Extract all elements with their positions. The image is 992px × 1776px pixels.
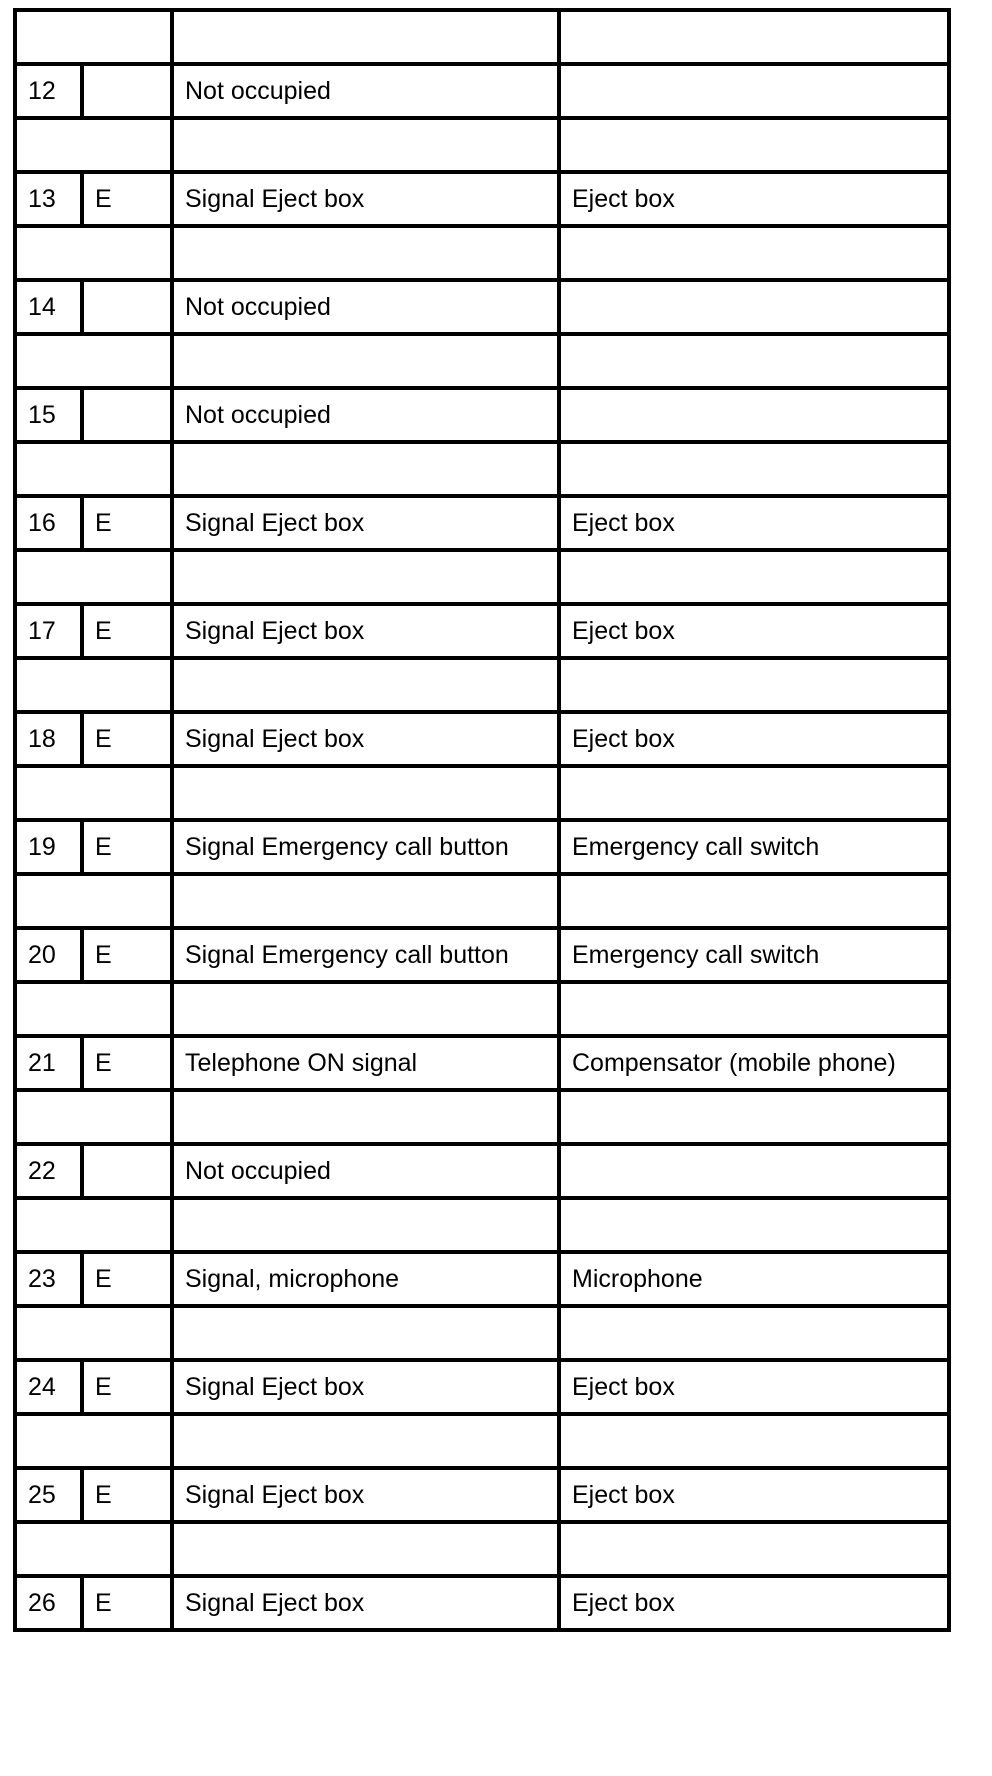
empty-cell bbox=[15, 874, 172, 928]
signal-description-cell: Signal Emergency call button bbox=[172, 820, 559, 874]
pin-number-cell: 16 bbox=[15, 496, 82, 550]
signal-description-cell: Signal Eject box bbox=[172, 496, 559, 550]
component-cell: Microphone bbox=[559, 1252, 949, 1306]
empty-cell bbox=[559, 118, 949, 172]
component-cell: Eject box bbox=[559, 712, 949, 766]
empty-cell bbox=[559, 442, 949, 496]
pin-number-cell: 13 bbox=[15, 172, 82, 226]
pin-type-cell: E bbox=[82, 1036, 172, 1090]
empty-cell bbox=[172, 982, 559, 1036]
empty-cell bbox=[172, 1414, 559, 1468]
table-row bbox=[15, 1576, 949, 1630]
pin-type-cell: E bbox=[82, 1468, 172, 1522]
pin-type-cell bbox=[82, 388, 172, 442]
empty-cell bbox=[15, 550, 172, 604]
component-cell: Eject box bbox=[559, 1468, 949, 1522]
empty-cell bbox=[172, 1306, 559, 1360]
signal-description-cell: Signal Eject box bbox=[172, 172, 559, 226]
component-cell: Emergency call switch bbox=[559, 820, 949, 874]
component-cell bbox=[559, 388, 949, 442]
spacer-row bbox=[15, 334, 949, 388]
pin-type-cell: E bbox=[82, 172, 172, 226]
empty-cell bbox=[172, 1522, 559, 1576]
empty-cell bbox=[172, 1090, 559, 1144]
pin-number-cell: 25 bbox=[15, 1468, 82, 1522]
empty-cell bbox=[15, 118, 172, 172]
empty-cell bbox=[559, 658, 949, 712]
component-cell: Eject box bbox=[559, 496, 949, 550]
pin-type-cell bbox=[82, 280, 172, 334]
pin-type-cell: E bbox=[82, 1360, 172, 1414]
signal-description-cell: Not occupied bbox=[172, 64, 559, 118]
empty-cell bbox=[15, 10, 172, 64]
spacer-row bbox=[15, 1414, 949, 1468]
empty-cell bbox=[172, 550, 559, 604]
pin-type-cell: E bbox=[82, 604, 172, 658]
spacer-row bbox=[15, 658, 949, 712]
empty-cell bbox=[15, 766, 172, 820]
pin-number-cell: 26 bbox=[15, 1576, 82, 1630]
empty-cell bbox=[15, 1198, 172, 1252]
pin-number-cell: 14 bbox=[15, 280, 82, 334]
empty-cell bbox=[172, 10, 559, 64]
table-row bbox=[15, 928, 949, 982]
empty-cell bbox=[559, 1198, 949, 1252]
signal-description-cell: Not occupied bbox=[172, 1144, 559, 1198]
table-row bbox=[15, 64, 949, 118]
signal-description-cell: Signal Emergency call button bbox=[172, 928, 559, 982]
empty-cell bbox=[559, 766, 949, 820]
empty-cell bbox=[172, 334, 559, 388]
pin-type-cell: E bbox=[82, 1576, 172, 1630]
table-row bbox=[15, 820, 949, 874]
empty-cell bbox=[172, 658, 559, 712]
empty-cell bbox=[559, 1522, 949, 1576]
spacer-row bbox=[15, 1306, 949, 1360]
pin-type-cell: E bbox=[82, 496, 172, 550]
empty-cell bbox=[172, 442, 559, 496]
empty-cell bbox=[172, 766, 559, 820]
empty-cell bbox=[15, 226, 172, 280]
component-cell: Eject box bbox=[559, 1360, 949, 1414]
table-row bbox=[15, 1036, 949, 1090]
table-row bbox=[15, 280, 949, 334]
empty-cell bbox=[559, 226, 949, 280]
empty-cell bbox=[15, 982, 172, 1036]
pin-type-cell: E bbox=[82, 1252, 172, 1306]
spacer-row bbox=[15, 766, 949, 820]
pin-table-body bbox=[15, 10, 949, 1630]
empty-cell bbox=[15, 1522, 172, 1576]
table-row bbox=[15, 1144, 949, 1198]
table-row bbox=[15, 388, 949, 442]
empty-cell bbox=[15, 1414, 172, 1468]
empty-cell bbox=[15, 1090, 172, 1144]
spacer-row bbox=[15, 226, 949, 280]
component-cell bbox=[559, 1144, 949, 1198]
empty-cell bbox=[559, 982, 949, 1036]
pin-type-cell: E bbox=[82, 712, 172, 766]
pin-number-cell: 20 bbox=[15, 928, 82, 982]
spacer-row bbox=[15, 550, 949, 604]
component-cell: Eject box bbox=[559, 172, 949, 226]
empty-cell bbox=[559, 1414, 949, 1468]
table-row bbox=[15, 496, 949, 550]
empty-cell bbox=[559, 1090, 949, 1144]
spacer-row bbox=[15, 442, 949, 496]
pin-type-cell: E bbox=[82, 820, 172, 874]
spacer-row bbox=[15, 982, 949, 1036]
pin-number-cell: 22 bbox=[15, 1144, 82, 1198]
spacer-row bbox=[15, 1522, 949, 1576]
pin-number-cell: 15 bbox=[15, 388, 82, 442]
empty-cell bbox=[559, 334, 949, 388]
pin-type-cell bbox=[82, 1144, 172, 1198]
spacer-row bbox=[15, 874, 949, 928]
table-row bbox=[15, 1252, 949, 1306]
component-cell: Eject box bbox=[559, 1576, 949, 1630]
spacer-row bbox=[15, 1198, 949, 1252]
component-cell: Emergency call switch bbox=[559, 928, 949, 982]
pin-number-cell: 23 bbox=[15, 1252, 82, 1306]
empty-cell bbox=[172, 118, 559, 172]
signal-description-cell: Signal Eject box bbox=[172, 604, 559, 658]
pin-number-cell: 24 bbox=[15, 1360, 82, 1414]
signal-description-cell: Not occupied bbox=[172, 388, 559, 442]
spacer-row bbox=[15, 118, 949, 172]
empty-cell bbox=[559, 874, 949, 928]
empty-cell bbox=[15, 442, 172, 496]
empty-cell bbox=[172, 226, 559, 280]
empty-cell bbox=[15, 334, 172, 388]
signal-description-cell: Signal Eject box bbox=[172, 1468, 559, 1522]
empty-cell bbox=[559, 550, 949, 604]
pin-type-cell bbox=[82, 64, 172, 118]
pin-number-cell: 19 bbox=[15, 820, 82, 874]
component-cell bbox=[559, 280, 949, 334]
empty-cell bbox=[15, 1306, 172, 1360]
table-row bbox=[15, 712, 949, 766]
component-cell: Compensator (mobile phone) bbox=[559, 1036, 949, 1090]
pin-number-cell: 21 bbox=[15, 1036, 82, 1090]
spacer-row bbox=[15, 10, 949, 64]
component-cell: Eject box bbox=[559, 604, 949, 658]
signal-description-cell: Signal, microphone bbox=[172, 1252, 559, 1306]
signal-description-cell: Telephone ON signal bbox=[172, 1036, 559, 1090]
signal-description-cell: Signal Eject box bbox=[172, 1576, 559, 1630]
spacer-row bbox=[15, 1090, 949, 1144]
signal-description-cell: Not occupied bbox=[172, 280, 559, 334]
component-cell bbox=[559, 64, 949, 118]
pin-type-cell: E bbox=[82, 928, 172, 982]
empty-cell bbox=[15, 658, 172, 712]
pin-number-cell: 12 bbox=[15, 64, 82, 118]
pin-assignment-table bbox=[13, 8, 951, 1632]
signal-description-cell: Signal Eject box bbox=[172, 1360, 559, 1414]
table-row bbox=[15, 1360, 949, 1414]
table-row bbox=[15, 1468, 949, 1522]
pin-number-cell: 17 bbox=[15, 604, 82, 658]
empty-cell bbox=[172, 874, 559, 928]
table-row bbox=[15, 604, 949, 658]
signal-description-cell: Signal Eject box bbox=[172, 712, 559, 766]
table-row bbox=[15, 172, 949, 226]
pin-number-cell: 18 bbox=[15, 712, 82, 766]
empty-cell bbox=[559, 10, 949, 64]
empty-cell bbox=[559, 1306, 949, 1360]
empty-cell bbox=[172, 1198, 559, 1252]
